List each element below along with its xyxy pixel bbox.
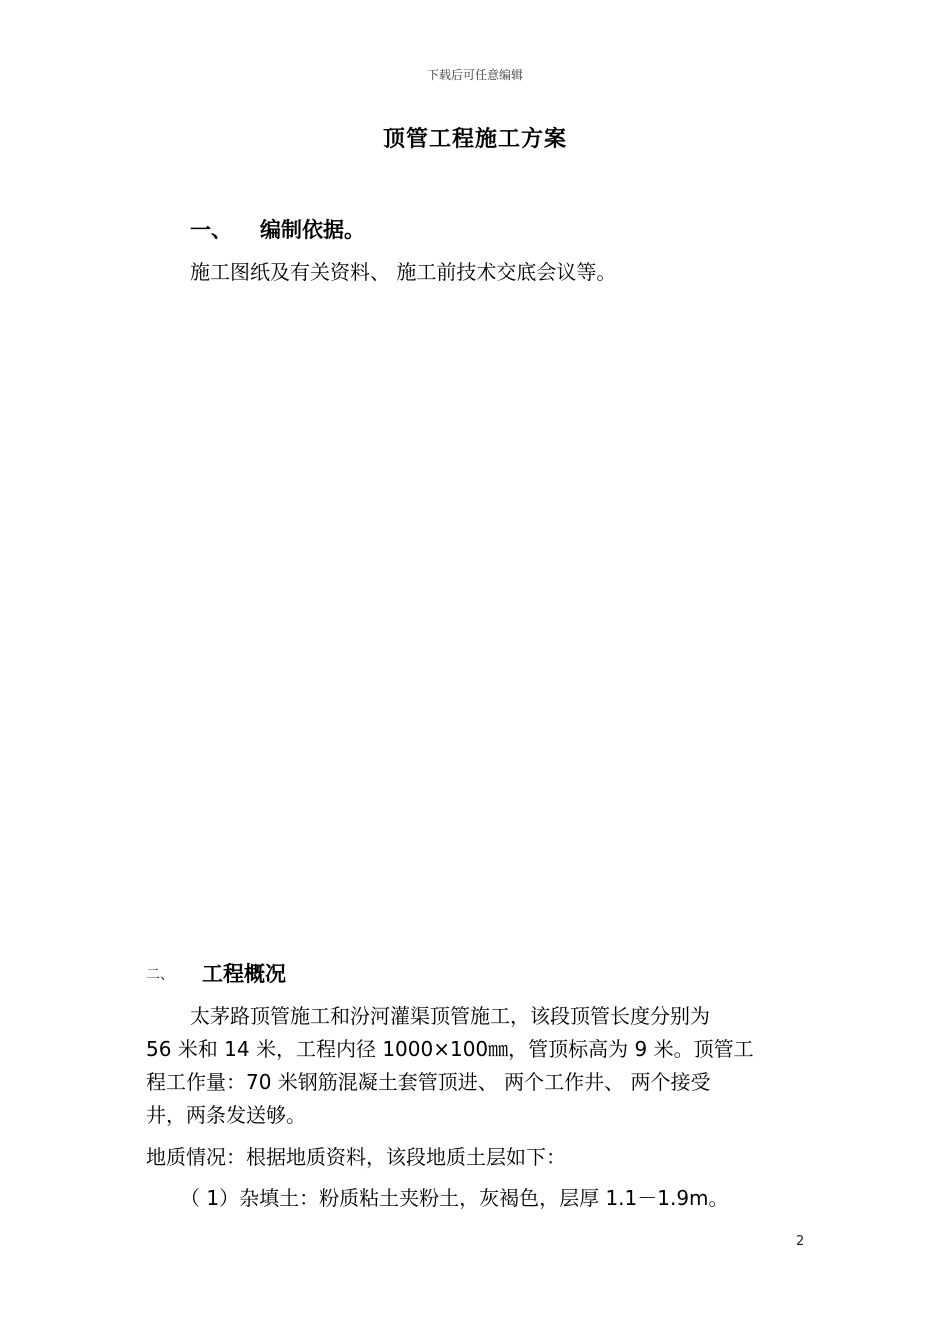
paragraph-line: 程工作量：70 米钢筋混凝土套管顶进、 两个工作井、 两个接受 xyxy=(146,1070,711,1094)
page-number: 2 xyxy=(796,1234,805,1249)
section-1-body: 施工图纸及有关资料、 施工前技术交底会议等。 xyxy=(190,260,617,284)
paragraph-line: 太茅路顶管施工和汾河灌渠顶管施工，该段顶管长度分别为 xyxy=(190,1004,710,1028)
header-note: 下载后可任意编辑 xyxy=(426,68,523,82)
paragraph-line: 井，两条发送够。 xyxy=(146,1103,306,1127)
paragraph-line: 56 米和 14 米，工程内径 1000×100㎜，管顶标高为 9 米。顶管工 xyxy=(146,1037,754,1061)
geology-item-1: （ 1）杂填土：粉质粘土夹粉土，灰褐色，层厚 1.1－1.9m。 xyxy=(180,1186,729,1210)
section-1-number: 一、 xyxy=(190,218,232,242)
section-1-heading: 编制依据。 xyxy=(260,218,365,242)
document-title: 顶管工程施工方案 xyxy=(382,127,567,152)
section-2-number: 二、 xyxy=(146,967,174,983)
section-2-heading: 工程概况 xyxy=(202,962,286,986)
geology-intro: 地质情况：根据地质资料，该段地质土层如下： xyxy=(146,1145,566,1169)
section-2-paragraph xyxy=(146,1000,806,1132)
